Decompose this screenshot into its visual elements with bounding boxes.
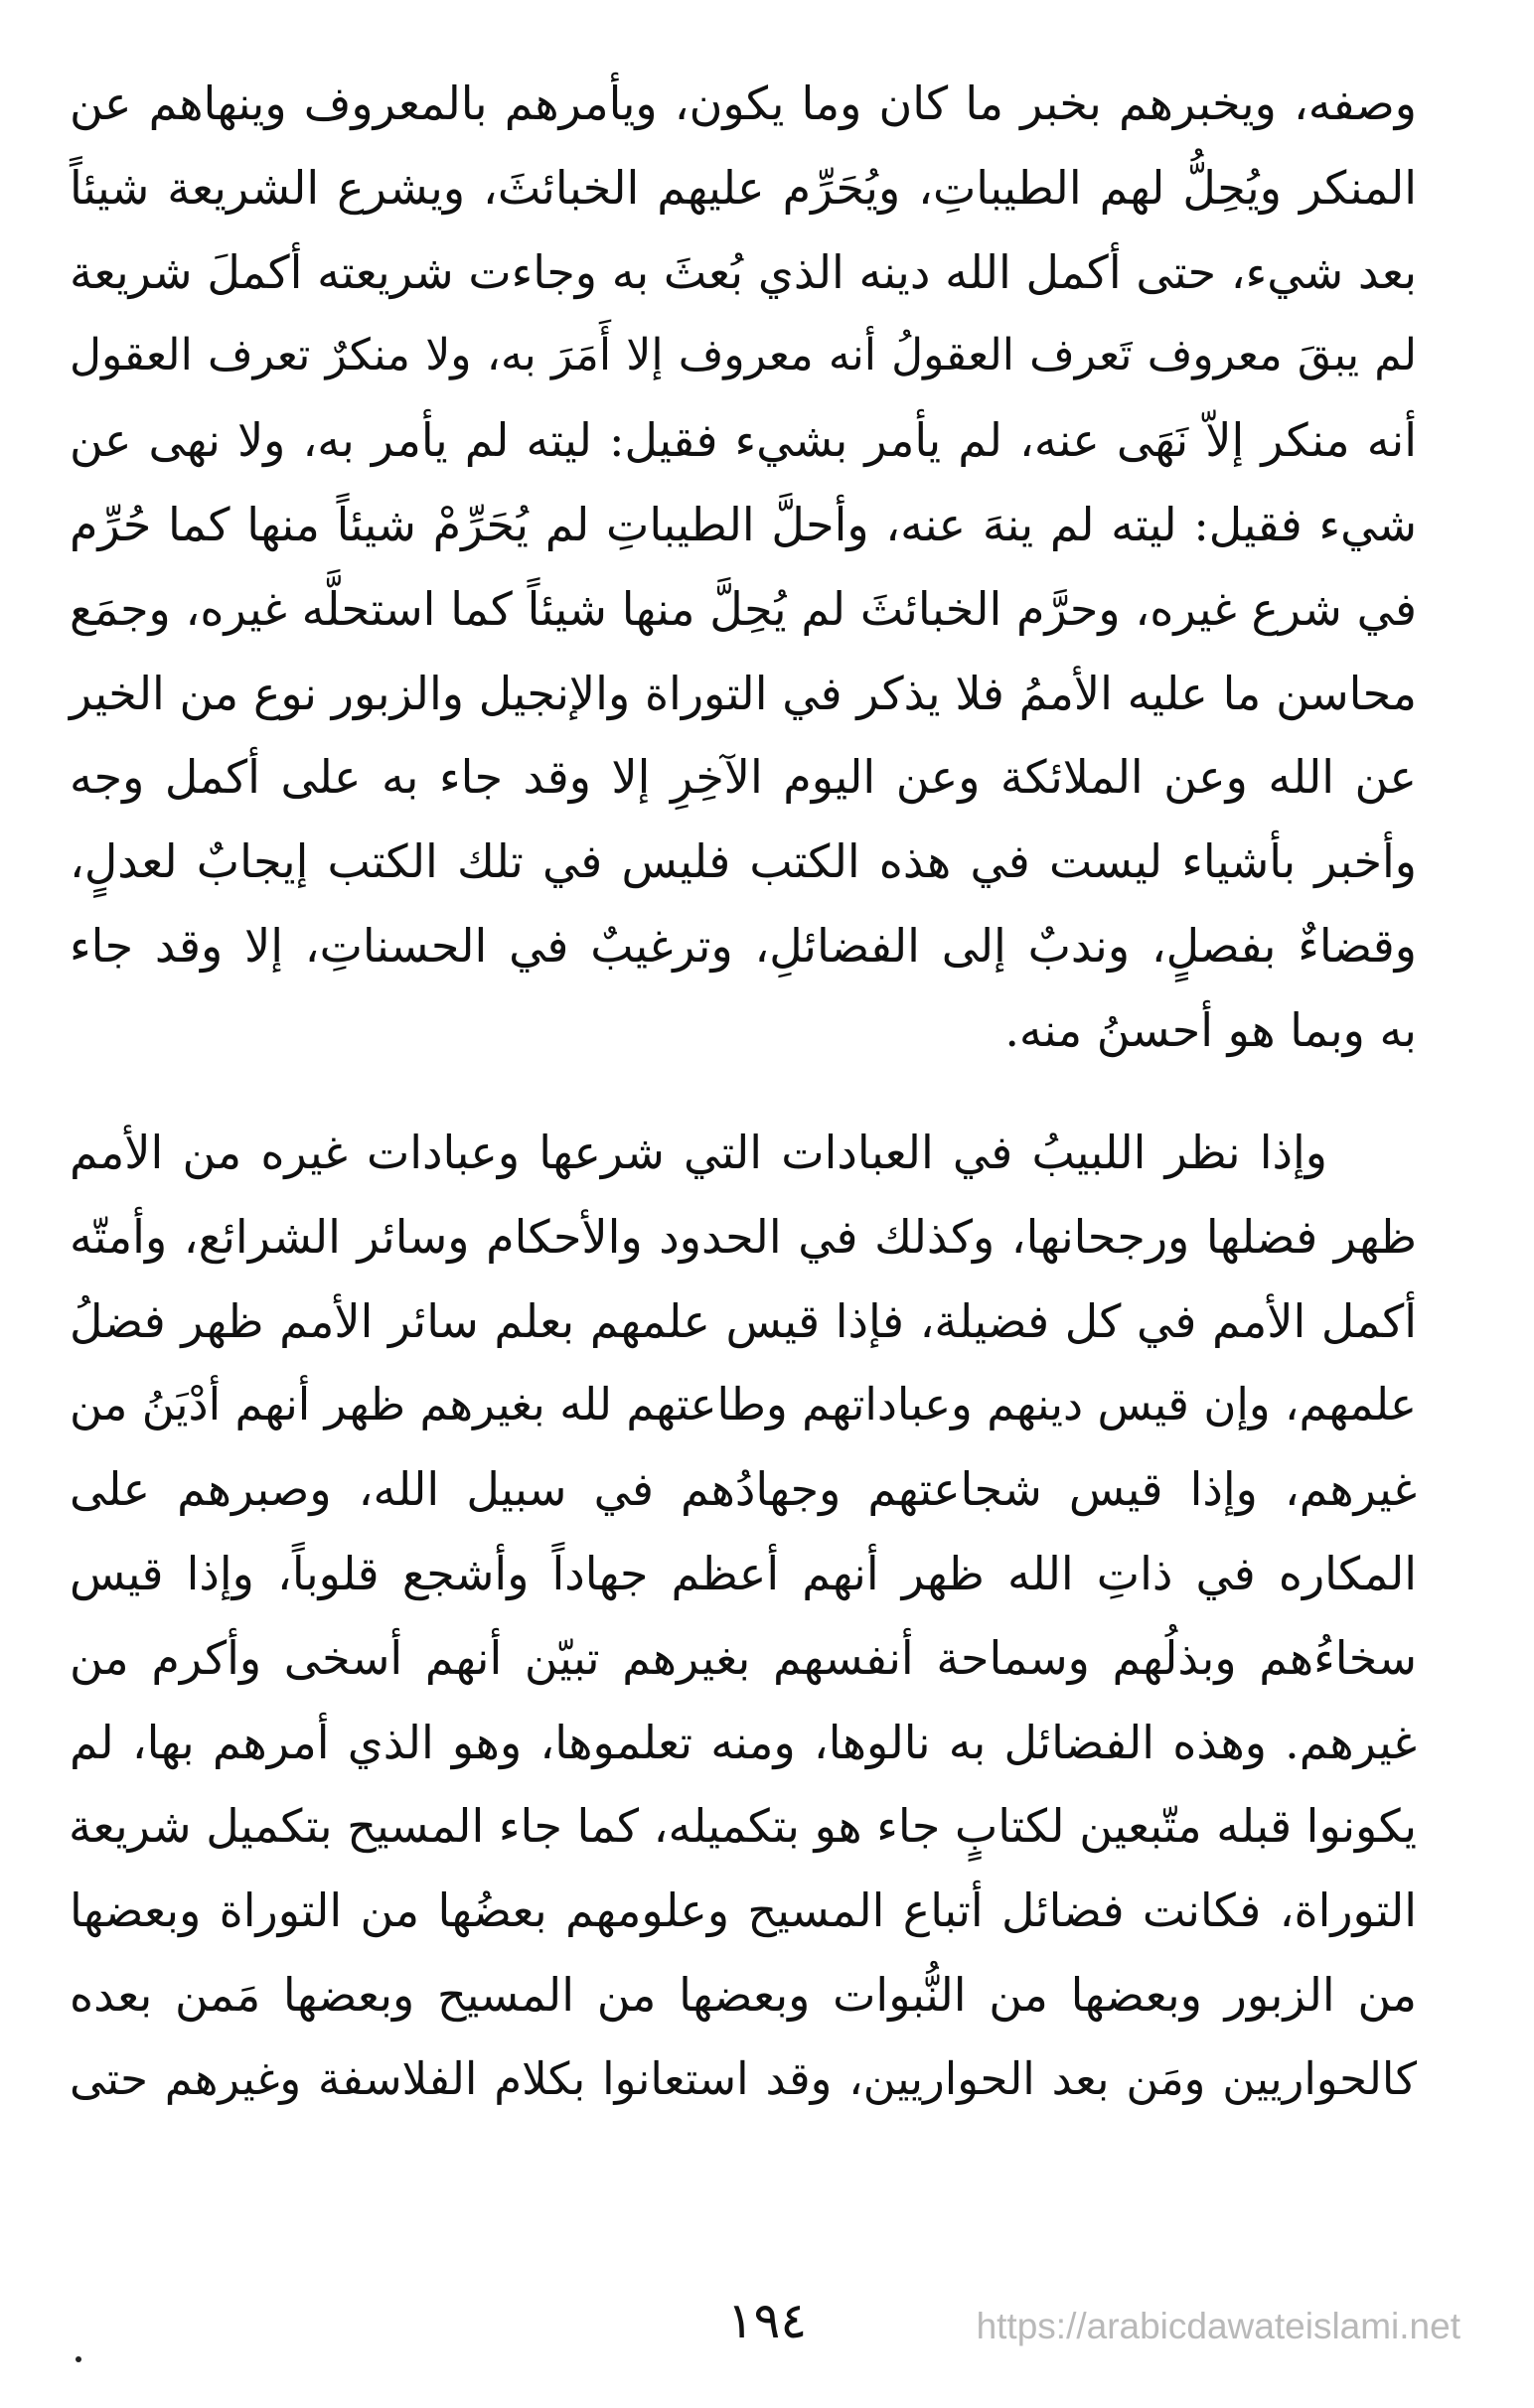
paragraph-1	[70, 62, 1417, 1073]
text-line: وقضاءٌ بفصلٍ، وندبٌ إلى الفضائلِ، وترغيبٌ في الحسناتِ، إلا وقد جاء	[70, 918, 1417, 973]
text-line: علمهم، وإن قيس دينهم وعباداتهم وطاعتهم لله بغيرهم ظهر أنهم أدْيَنُ من	[70, 1378, 1417, 1431]
text-line: كالحواريين ومَن بعد الحواريين، وقد استعانوا بكلام الفلاسفة وغيرهم حتى	[70, 2051, 1417, 2105]
text-line: التوراة، فكانت فضائل أتباع المسيح وعلومهم بعضُها من التوراة وبعضها	[70, 1883, 1417, 1938]
text-line: غيرهم. وهذه الفضائل به نالوها، ومنه تعلموها، وهو الذي أمرهم بها، لم	[70, 1715, 1417, 1769]
paragraph-2	[70, 1111, 1417, 2122]
text-line: المنكر ويُحِلُّ لهم الطيباتِ، ويُحَرِّم عليهم الخبائثَ، ويشرع الشريعة شيئاً	[70, 160, 1417, 215]
text-line: شيء فقيل: ليته لم ينهَ عنه، وأحلَّ الطيباتِ لم يُحَرِّمْ شيئاً منها كما حُرِّم	[70, 497, 1417, 551]
text-line: في شرع غيره، وحرَّم الخبائثَ لم يُحِلَّ منها شيئاً كما استحلَّه غيره، وجمَع	[70, 581, 1417, 636]
text-line: لم يبقَ معروف تَعرف العقولُ أنه معروف إلا أَمَرَ به، ولا منكرٌ تعرف العقول	[70, 330, 1417, 381]
text-line: أنه منكر إلاّ نَهَى عنه، لم يأمر بشيء فقيل: ليته لم يأمر به، ولا نهى عن	[70, 413, 1417, 468]
text-line: وإذا نظر اللبيبُ في العبادات التي شرعها وعبادات غيره من الأمم	[70, 1126, 1327, 1179]
text-line: سخاءُهم وبذلُهم وسماحة أنفسهم بغيرهم تبيّن أنهم أسخى وأكرم من	[70, 1630, 1417, 1685]
scan-dot	[76, 2356, 81, 2362]
text-line: بعد شيء، حتى أكمل الله دينه الذي بُعثَ به وجاءت شريعته أكملَ شريعة	[70, 244, 1417, 299]
text-line: يكونوا قبله متّبعين لكتابٍ جاء هو بتكميله، كما جاء المسيح بتكميل شريعة	[69, 1799, 1417, 1854]
page-number: ١٩٤	[726, 2292, 808, 2349]
text-line: أكمل الأمم في كل فضيلة، فإذا قيس علمهم بعلم سائر الأمم ظهر فضلُ	[70, 1293, 1417, 1348]
text-line: ظهر فضلها ورجحانها، وكذلك في الحدود والأحكام وسائر الشرائع، وأمتّه	[70, 1209, 1417, 1264]
text-line: من الزبور وبعضها من النُّبوات وبعضها من المسيح وبعضها مَمن بعده	[70, 1967, 1417, 2022]
text-line: عن الله وعن الملائكة وعن اليوم الآخِرِ إلا وقد جاء به على أكمل وجه	[70, 750, 1417, 805]
text-line: وأخبر بأشياء ليست في هذه الكتب فليس في تلك الكتب إيجابٌ لعدلٍ،	[70, 834, 1417, 889]
text-line: محاسن ما عليه الأممُ فلا يذكر في التوراة والإنجيل والزبور نوع من الخير	[70, 666, 1417, 720]
text-line: غيرهم، وإذا قيس شجاعتهم وجهادُهم في سبيل الله، وصبرهم على	[70, 1462, 1417, 1517]
text-line: المكاره في ذاتِ الله ظهر أنهم أعظم جهاداً وأشجع قلوباً، وإذا قيس	[70, 1546, 1417, 1600]
watermark-url: https://arabicdawateislami.net	[976, 2306, 1460, 2346]
text-line: وصفه، ويخبرهم بخبر ما كان وما يكون، ويأمرهم بالمعروف وينهاهم عن	[70, 76, 1417, 130]
text-line: به وبما هو أحسنُ منه.	[1004, 1002, 1417, 1057]
